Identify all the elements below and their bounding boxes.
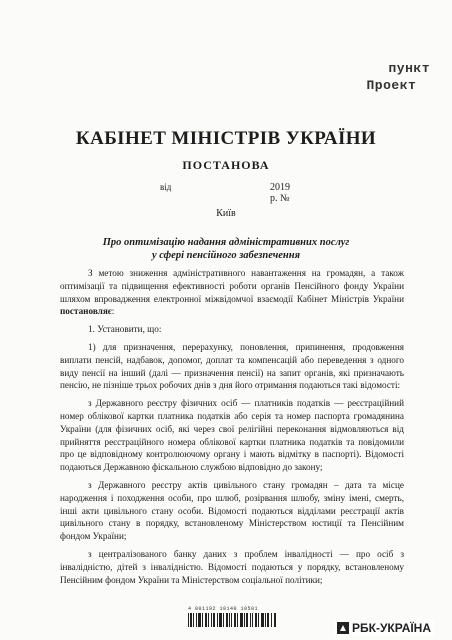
paragraph-2: 1) для призначення, перерахунку, поновлення, припинення, продовження виплати пенсій, надбавок, допомог, доплат та компенсацій або переведення з одного виду пенсії на інший (далі — призначення пенсії) на запит органів, які призначають пенсію, не пізніше трьох робочих днів з дня його отримання подаються такі відомості: <box>60 341 404 391</box>
document-subject <box>60 236 392 262</box>
paragraph-5: з централізованого банку даних з проблем інвалідності — про осіб з інвалідністю, дітей з інвалідністю. Відомості подаються у порядку, встановленому Пенсійним фондом України та Міністерством соціальної політики; <box>60 548 404 585</box>
logo-text: РБК-УКРАЇНА <box>352 621 431 635</box>
intro-paragraph: З метою зниження адміністративного навантаження на громадян, а також оптимізації та підвищення ефективності роботи органів Пенсійного фонду України шляхом впровадження електронної міжвідомчої взаємодії Кабінет Міністрів України постановляє: <box>60 268 404 317</box>
document-body <box>60 267 404 591</box>
rbc-logo-mark-icon <box>337 622 349 634</box>
rbc-ukraine-logo <box>334 620 434 636</box>
date-year-number: 2019 р. № <box>270 182 290 204</box>
draft-stamp <box>366 60 430 94</box>
city: Київ <box>216 208 236 219</box>
paragraph-3: з Державного реєстру фізичних осіб — платників податків — реєстраційний номер облікової картки платника податків або серія та номер паспорта громадянина України (для фізичних осіб, які через свої релігійні переконання відмовляються від прийняття реєстраційного номера облікової картки платника податків та повідомили про це відповідному контролюючому органу і мають відмітку в паспорті). Відомості подаються Державною фіскальною службою відповідно до закону; <box>60 398 404 473</box>
barcode-icon <box>188 613 276 627</box>
date-from-label: від <box>160 182 172 192</box>
stamp-line-2: Проект <box>366 78 417 93</box>
paragraph-1: 1. Установити, що: <box>88 324 162 335</box>
barcode <box>188 606 276 632</box>
subject-line-2: у сфері пенсійного забезпечення <box>151 250 301 261</box>
stamp-line-1: пункт <box>388 61 430 76</box>
document-title: КАБІНЕТ МІНІСТРІВ УКРАЇНИ <box>75 128 377 149</box>
subject-line-1: Про оптимізацію надання адміністративних послуг <box>102 237 350 248</box>
decree-keyword: постановляє <box>60 306 112 317</box>
document-type: ПОСТАНОВА <box>182 158 270 172</box>
barcode-number: 4 001192 10140 10501 <box>188 606 259 612</box>
paragraph-4: з Державного реєстру актів цивільного стану громадян – дата та місце народження і походження особи, про шлюб, розірвання шлюбу, зміну імені, смерть, інші акти цивільного стану особи. Відомості подаються відділами реєстрації актів цивільного стану в порядку, встановленому Міністерством юстиції та Пенсійним фондом України; <box>60 479 404 542</box>
